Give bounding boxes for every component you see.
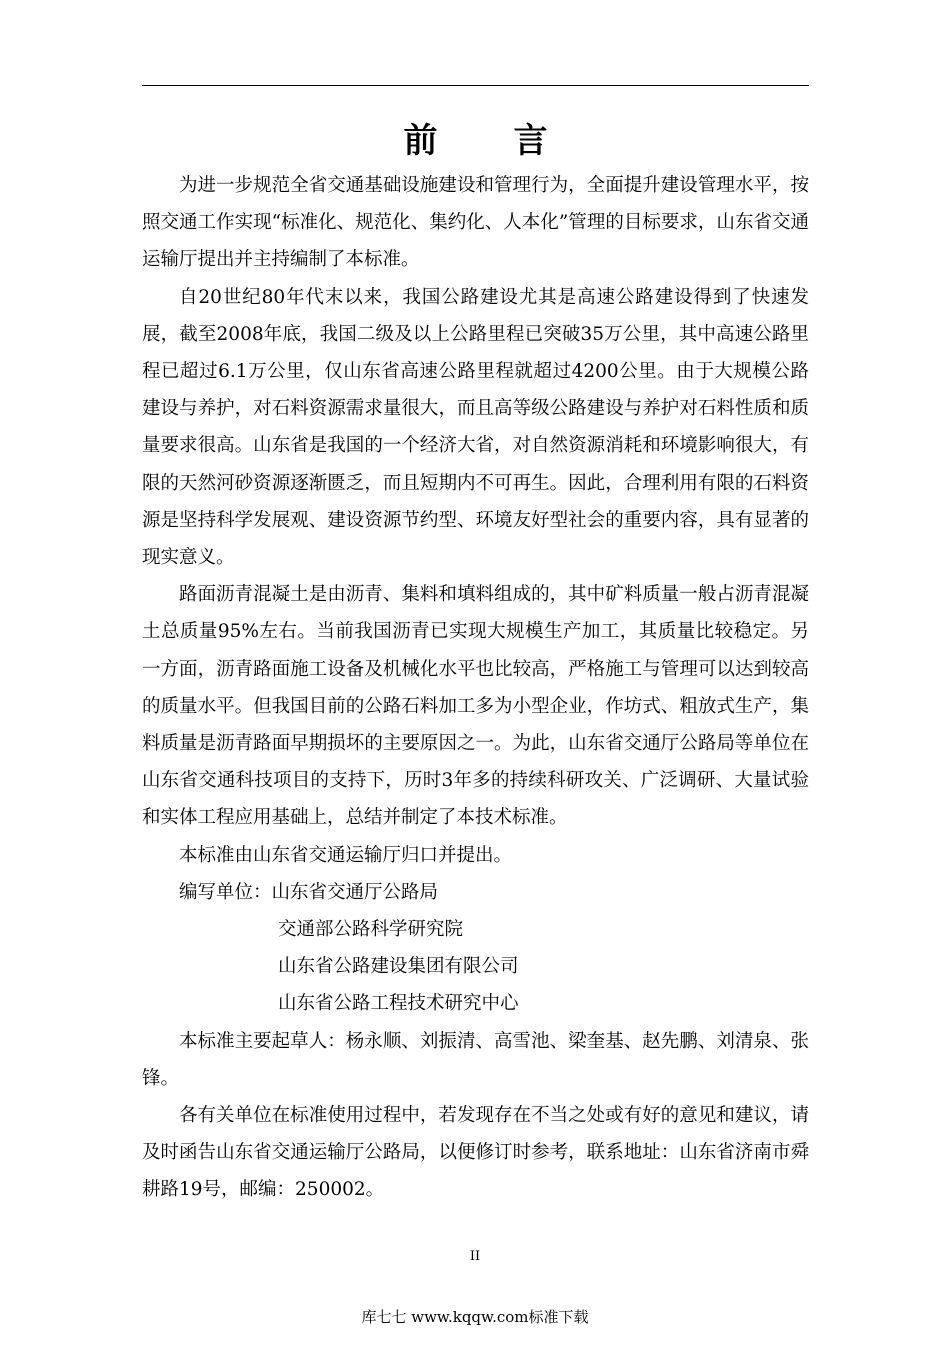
drafting-units-label: 编写单位： bbox=[179, 881, 272, 903]
paragraph-purpose: 为进一步规范全省交通基础设施建设和管理行为，全面提升建设管理水平，按照交通工作实现“标准化、规范化、集约化、人本化”管理的目标要求，山东省交通运输厅提出并主持编制了本标准。 bbox=[142, 175, 809, 271]
paragraph-drafters: 本标准主要起草人：杨永顺、刘振清、高雪池、梁奎基、赵先鹏、刘清泉、张锋。 bbox=[142, 1030, 809, 1089]
paragraph-feedback: 各有关单位在标准使用过程中，若发现存在不当之处或有好的意见和建议，请及时函告山东省交通运输厅公路局，以便修订时参考，联系地址：山东省济南市舜耕路19号，邮编：250002。 bbox=[142, 1105, 809, 1201]
footer-watermark: 库七七 www.kqqw.com标准下载 bbox=[361, 1308, 589, 1326]
drafting-unit: 山东省交通厅公路局 bbox=[271, 881, 439, 903]
drafting-unit: 交通部公路科学研究院 bbox=[278, 919, 464, 941]
paragraph-ownership: 本标准由山东省交通运输厅归口并提出。 bbox=[179, 844, 513, 866]
paragraph-background: 自20世纪80年代末以来，我国公路建设尤其是高速公路建设得到了快速发展，截至2008年底，我国二级及以上公路里程已突破35万公里，其中高速公路里程已超过6.1万公里，仅山东省高速公路里程就超过4200公里。由于大规模公路建设与养护，对石料资源需求量很大，而且高等级公路建设与养护对石料性质和质量要求很高。山东省是我国的一个经济大省，对自然资源消耗和环境影响很大，有限的天然河砂资源逐渐匮乏，而且短期内不可再生。因此，合理利用有限的石料资源是坚持科学发展观、建设资源节约型、环境友好型社会的重要内容，具有显著的现实意义。 bbox=[142, 286, 809, 569]
preface-body bbox=[142, 167, 809, 1209]
drafting-unit: 山东省公路工程技术研究中心 bbox=[278, 993, 519, 1015]
page-title: 前言 bbox=[403, 121, 624, 161]
drafting-unit: 山东省公路建设集团有限公司 bbox=[278, 956, 519, 978]
page-number: II bbox=[469, 1249, 481, 1264]
header-rule bbox=[142, 85, 809, 86]
drafting-units bbox=[142, 874, 809, 911]
paragraph-asphalt: 路面沥青混凝土是由沥青、集料和填料组成的，其中矿料质量一般占沥青混凝土总质量95%左右。当前我国沥青已实现大规模生产加工，其质量比较稳定。另一方面，沥青路面施工设备及机械化水平也比较高，严格施工与管理可以达到较高的质量水平。但我国目前的公路石料加工多为小型企业，作坊式、粗放式生产，集料质量是沥青路面早期损坏的主要原因之一。为此，山东省交通厅公路局等单位在山东省交通科技项目的支持下，历时3年多的持续科研攻关、广泛调研、大量试验和实体工程应用基础上，总结并制定了本技术标准。 bbox=[142, 584, 809, 829]
